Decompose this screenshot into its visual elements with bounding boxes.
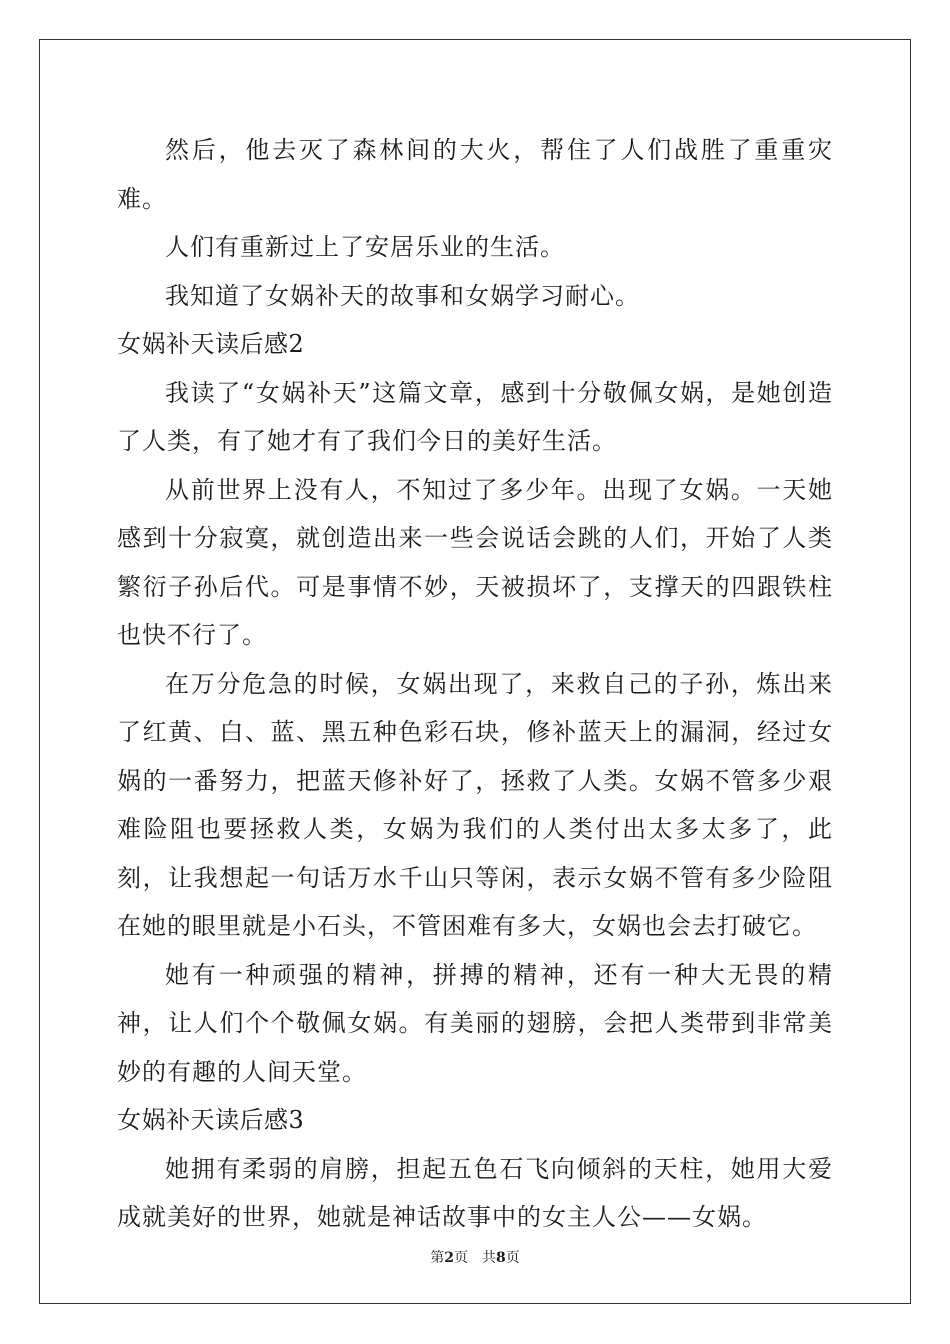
paragraph-6: 在万分危急的时候，女娲出现了，来救自己的子孙，炼出来了红黄、白、蓝、黑五种色彩石块，修补蓝天上的漏洞，经过女娲的一番努力，把蓝天修补好了，拯救了人类。女娲不管多少艰难险阻也要拯救人类，女娲为我们的人类付出太多太多了，此刻，让我想起一句话万水千山只等闲，表示女娲不管有多少险阻在她的眼里就是小石头，不管困难有多大，女娲也会去打破它。 [117, 669, 833, 940]
section-heading-2: 女娲补天读后感2 [117, 330, 305, 358]
page-current: 2 [444, 1250, 454, 1266]
paragraph-1: 然后，他去灭了森林间的大火，帮住了人们战胜了重重灾难。 [117, 136, 833, 213]
section-heading-3: 女娲补天读后感3 [117, 1106, 305, 1134]
document-body [117, 126, 833, 1242]
paragraph-4: 我读了“女娲补天”这篇文章，感到十分敬佩女娲，是她创造了人类，有了她才有了我们今日的美好生活。 [117, 378, 833, 455]
total-prefix: 共 [482, 1250, 496, 1266]
paragraph-5: 从前世界上没有人，不知过了多少年。出现了女娲。一天她感到十分寂寞，就创造出来一些会说话会跳的人们，开始了人类繁衍子孙后代。可是事情不妙，天被损坏了，支撑天的四跟铁柱也快不行了。 [117, 475, 833, 649]
paragraph-2: 人们有重新过上了安居乐业的生活。 [165, 233, 565, 261]
page-suffix: 页 [454, 1250, 468, 1266]
page-total: 8 [496, 1250, 506, 1266]
page-footer [0, 1247, 950, 1267]
paragraph-3: 我知道了女娲补天的故事和女娲学习耐心。 [165, 281, 640, 310]
paragraph-8: 她拥有柔弱的肩膀，担起五色石飞向倾斜的天柱，她用大爱成就美好的世界，她就是神话故事中的女主人公——女娲。 [117, 1154, 833, 1231]
paragraph-7: 她有一种顽强的精神，拼搏的精神，还有一种大无畏的精神，让人们个个敬佩女娲。有美丽的翅膀，会把人类带到非常美妙的有趣的人间天堂。 [117, 960, 833, 1086]
page-prefix: 第 [430, 1250, 445, 1266]
total-suffix: 页 [505, 1250, 520, 1266]
